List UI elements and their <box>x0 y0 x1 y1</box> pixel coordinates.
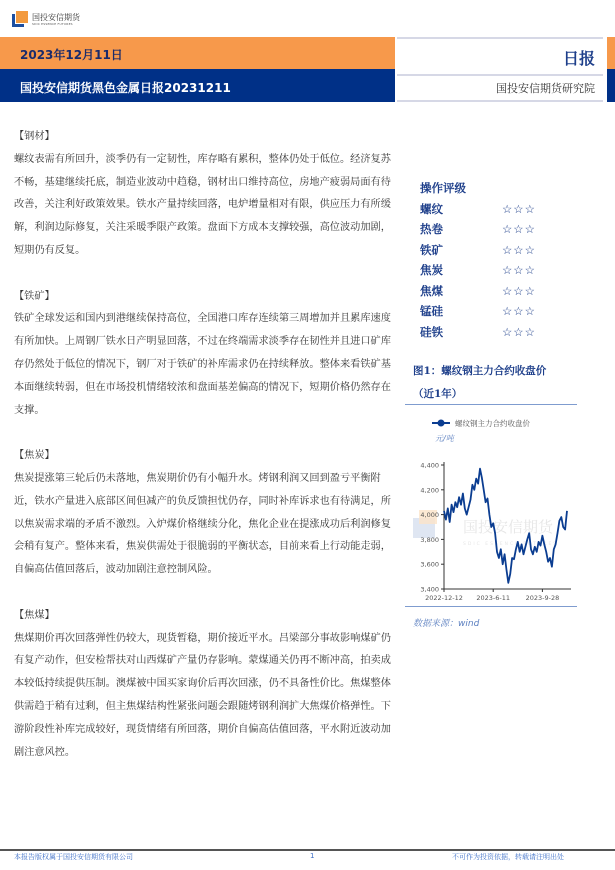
section-heading: 【焦炭】 <box>14 450 55 462</box>
product-name: 锰硅 <box>420 304 443 319</box>
logo-subtext: SDIC ESSENCE FUTURES <box>32 21 73 26</box>
rating-row <box>420 199 536 220</box>
star-rating-icon: ☆☆☆ <box>502 222 536 237</box>
watermark-subtext: SDIC ESSENCE FUTURES <box>463 542 559 547</box>
rating-row <box>420 301 536 322</box>
divider <box>405 606 577 607</box>
footer-divider <box>0 849 615 851</box>
report-type-panel <box>397 37 603 102</box>
product-name: 硅铁 <box>420 324 443 339</box>
section-coking-coal <box>14 605 396 765</box>
footer-copyright: 本报告版权属于国投安信期货有限公司 <box>14 853 133 861</box>
section-iron-ore <box>14 286 396 423</box>
y-axis-unit: 元/吨 <box>435 434 454 443</box>
rating-title: 操作评级 <box>420 181 466 196</box>
watermark-text: 国投安信期货 <box>463 518 554 536</box>
x-tick-label: 2023-9-28 <box>525 594 560 602</box>
product-name: 热卷 <box>420 222 443 237</box>
rating-row <box>420 219 536 240</box>
y-tick-label: 3,400 <box>420 585 439 594</box>
report-date: 2023年12月11日 <box>20 48 123 62</box>
x-tick-label: 2022-12-12 <box>425 594 463 602</box>
accent-strip <box>607 69 615 102</box>
rating-row <box>420 240 536 261</box>
section-heading: 【铁矿】 <box>14 290 55 302</box>
logo-text: 国投安信期货 <box>32 12 80 22</box>
y-tick-label: 3,800 <box>420 535 439 544</box>
star-rating-icon: ☆☆☆ <box>502 242 536 257</box>
product-name: 焦炭 <box>420 263 443 278</box>
rating-table <box>420 178 536 342</box>
star-rating-icon: ☆☆☆ <box>502 283 536 298</box>
x-tick-label: 2023-6-11 <box>476 594 511 602</box>
report-type: 日报 <box>562 49 595 68</box>
star-rating-icon: ☆☆☆ <box>502 324 536 339</box>
divider <box>405 404 577 405</box>
star-rating-icon: ☆☆☆ <box>502 304 536 319</box>
rebar-price-chart <box>405 410 580 610</box>
institute-name: 国投安信期货研究院 <box>496 82 595 95</box>
star-rating-icon: ☆☆☆ <box>502 201 536 216</box>
section-body: 铁矿全球发运和国内到港继续保持高位，全国港口库存连续第三周增加并且累库速度有所加快。上周钢厂铁水日产明显回落，不过在终端需求淡季存在韧性并且进口矿库存仍然处于低位的情况下，钢厂对于铁矿的补库需求仍在持续释放。整体来看铁矿基本面继续转弱，但在市场投机情绪较浓和盘面基差偏高的情况下，短期价格仍然存在支撑。 <box>14 313 391 416</box>
footer-disclaimer: 不可作为投资依据，转载请注明出处 <box>452 853 564 861</box>
y-tick-label: 4,400 <box>420 461 439 470</box>
y-tick-label: 3,600 <box>420 560 439 569</box>
rating-row <box>420 322 536 343</box>
figure-title: 图1：螺纹钢主力合约收盘价 <box>413 365 547 377</box>
section-body: 焦炭提涨第三轮后仍未落地，焦炭期价仍有小幅升水。烤钢利润又回到盈亏平衡附近，铁水产量进入底部区间但减产的负反馈担忧仍存，同时补库诉求也有待满足，所以焦炭需求端的矛盾不激烈。入炉煤价格继续分化，焦化企业在提涨成功后利润修复会稍有复产。整体来看，焦炭供需处于很脆弱的平衡状态，目前来看上行动能走弱，自偏高估值回落后，波动加剧注意控制风险。 <box>14 472 391 576</box>
section-heading: 【焦煤】 <box>14 609 55 621</box>
company-logo <box>12 11 80 27</box>
legend-label: 螺纹钢主力合约收盘价 <box>455 419 530 428</box>
data-source: 数据来源：wind <box>413 619 480 629</box>
legend-marker-icon <box>438 420 445 427</box>
section-coke <box>14 445 396 582</box>
star-rating-icon: ☆☆☆ <box>502 263 536 278</box>
section-heading: 【钢材】 <box>14 131 55 142</box>
product-name: 焦煤 <box>420 283 443 298</box>
accent-strip <box>607 37 615 69</box>
product-name: 螺纹 <box>420 201 443 216</box>
section-body: 螺纹表需有所回升，淡季仍有一定韧性，库存略有累积，整体仍处于低位。经济复苏不畅，基建继续托底，制造业波动中趋稳，钢材出口维持高位，房地产疲弱局面有待改善，关注利好政策效果。铁水产量持续回落，电炉增量相对有限，供应压力有所缓解，利润边际修复，关注采暖季限产政策。盘面下方成本支撑较强，高位波动加剧，短期仍有反复。 <box>14 153 391 256</box>
rating-row <box>420 260 536 281</box>
page-number: 1 <box>310 852 315 860</box>
section-body: 焦煤期价再次回落弹性仍较大，现货暂稳，期价接近平水。吕梁部分事故影响煤矿仍有复产动作，但安检帮扶对山西煤矿产量仍存影响。蒙煤通关仍再不断冲高，拍卖成本较低持续提供压制。澳煤被中国买家询价后再次回涨，仍不具备性价比。焦煤整体供需趋于稍有过剩，但主焦煤结构性紧张问题会跟随烤钢利润扩大焦煤价格弹性。下游阶段性补库完成较好，现货情绪有所回落，期价自偏高估值回落，平水附近波动加剧注意风控。 <box>14 632 391 758</box>
rating-row <box>420 281 536 302</box>
figure-caption <box>413 360 546 406</box>
figure-subtitle: （近1年） <box>413 388 463 400</box>
logo-icon <box>12 11 28 27</box>
y-tick-label: 4,000 <box>420 511 439 520</box>
product-name: 铁矿 <box>420 242 443 257</box>
y-tick-label: 4,200 <box>420 486 439 495</box>
commentary <box>14 126 396 787</box>
report-title: 国投安信期货黑色金属日报20231211 <box>20 81 231 95</box>
section-steel <box>14 126 396 263</box>
